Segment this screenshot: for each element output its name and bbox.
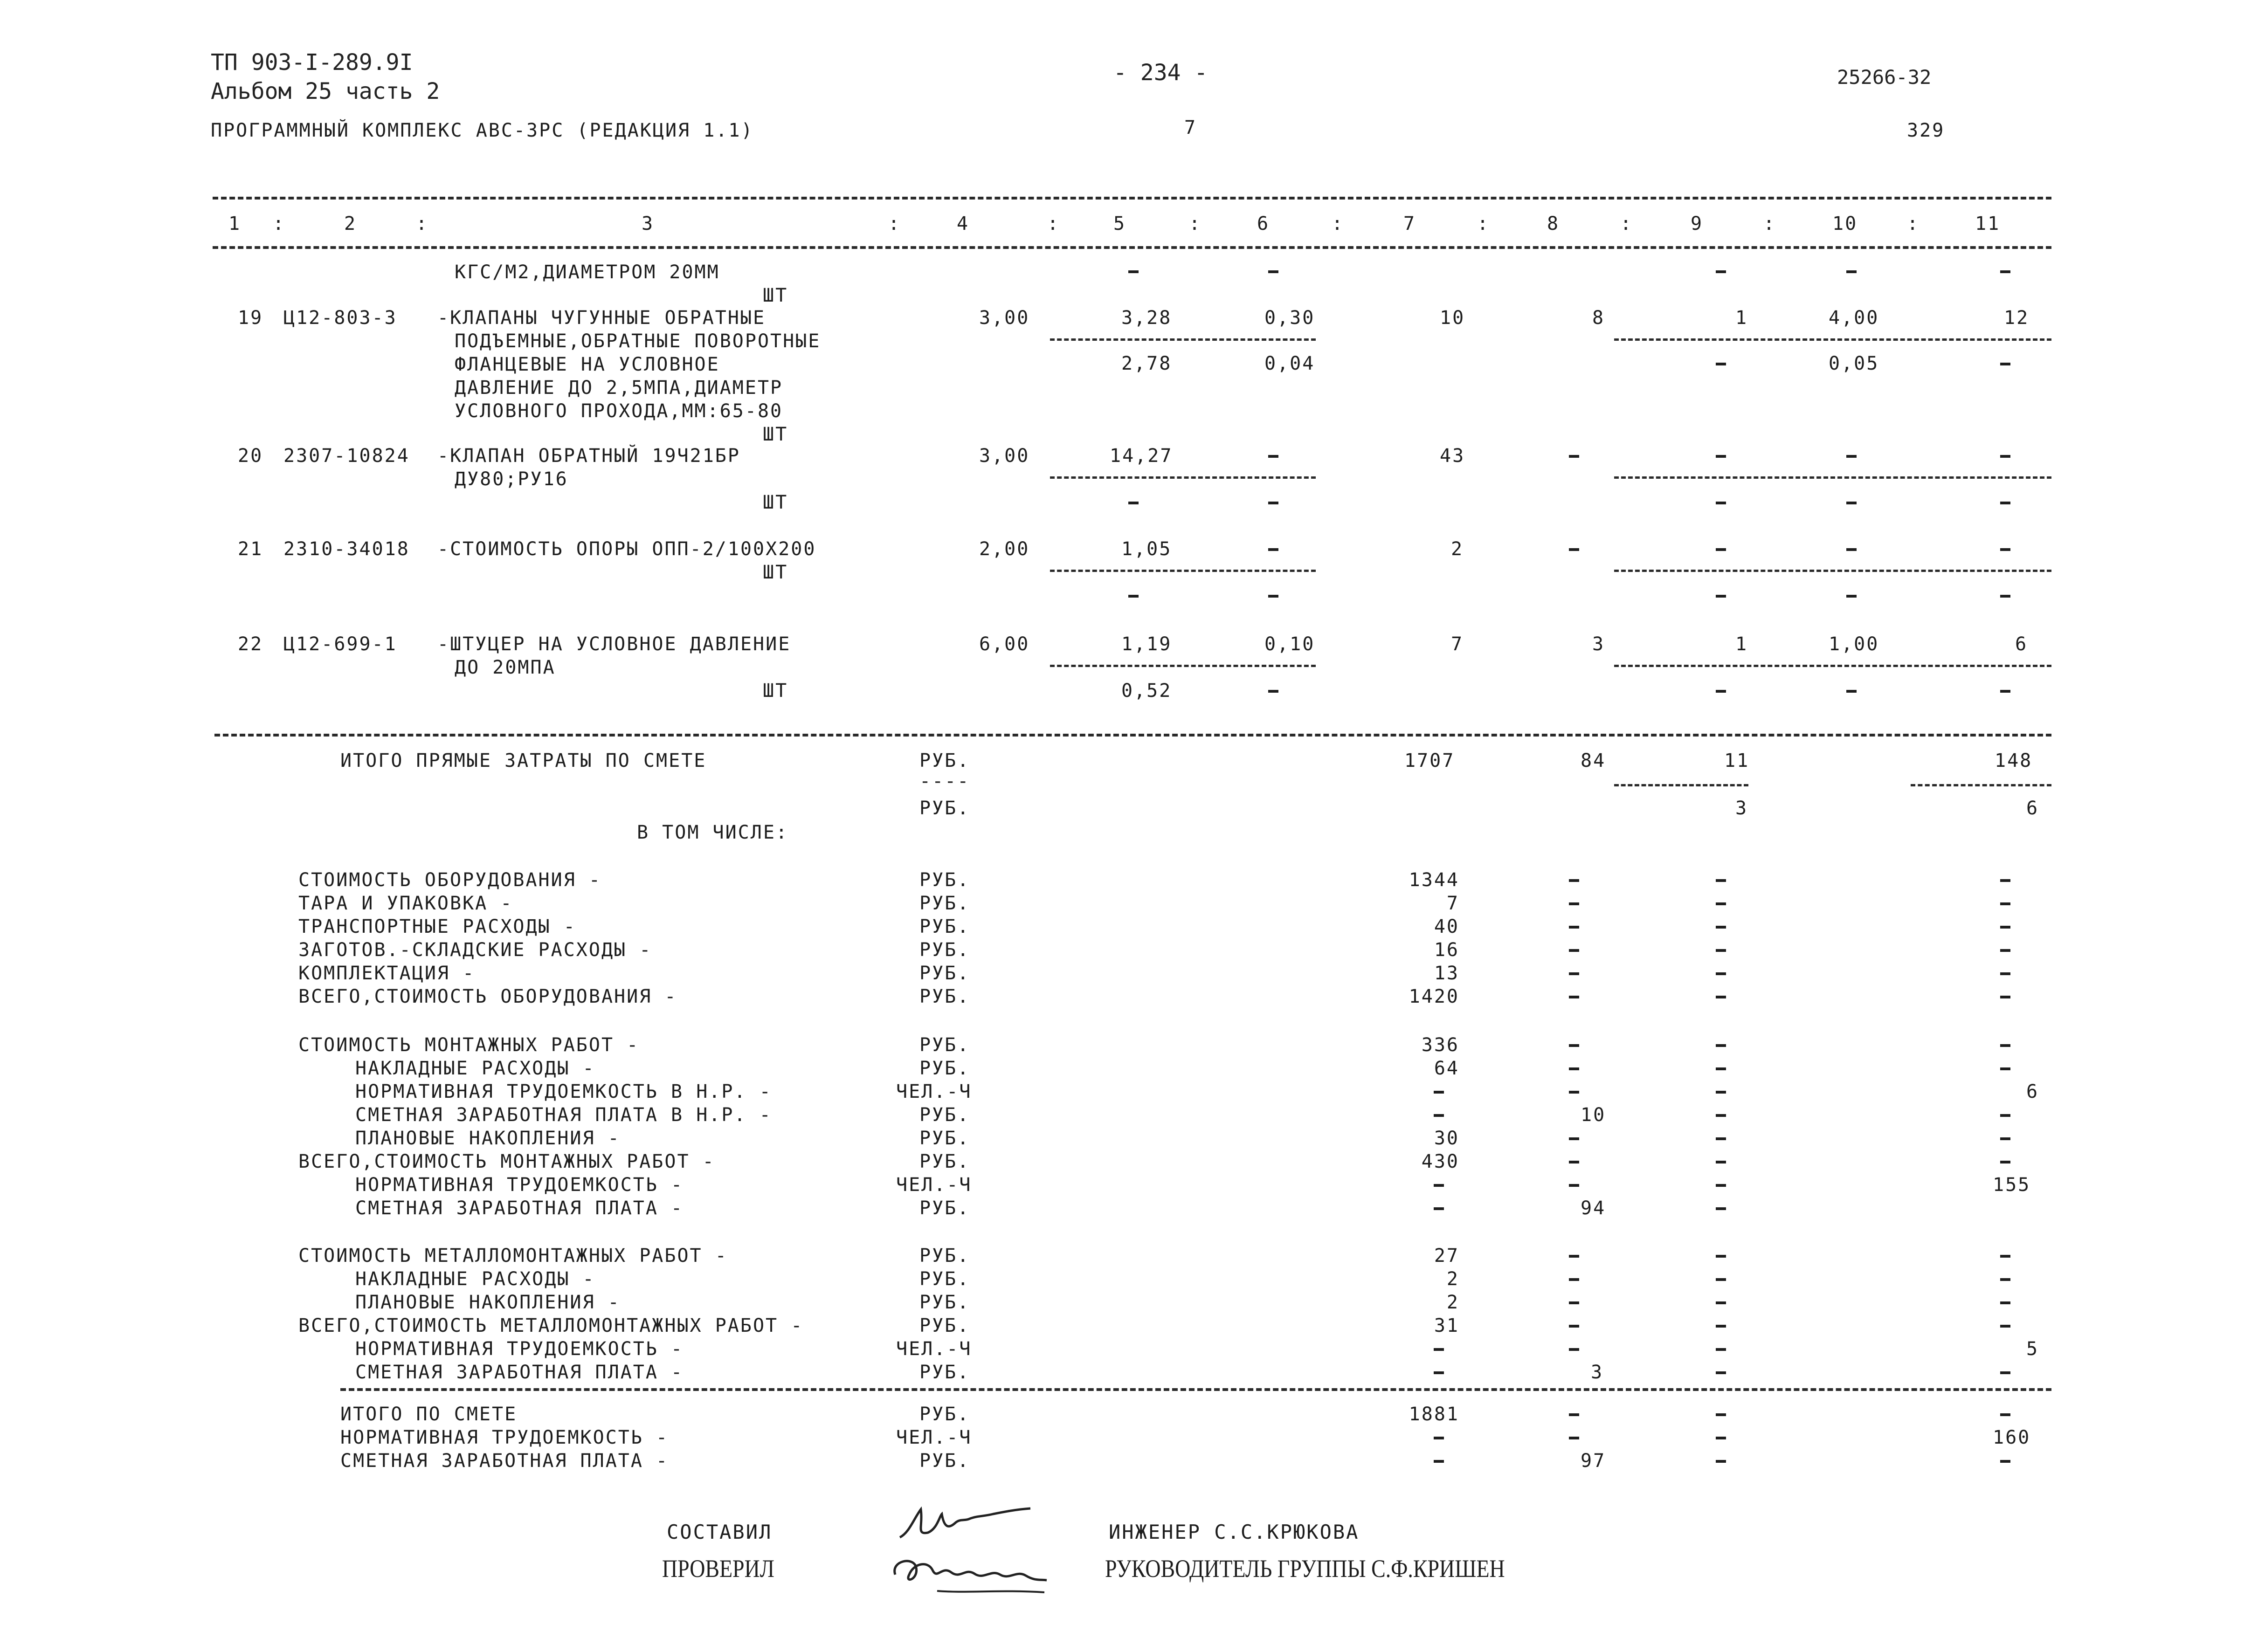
- col-sep: :: [1047, 213, 1060, 234]
- unit-rub-dash: ----: [919, 771, 970, 792]
- dash-mark: [1434, 1207, 1444, 1210]
- dash-mark: [1434, 1348, 1444, 1351]
- unit-rub: РУБ.: [919, 893, 970, 914]
- subtotal-rule: [1614, 784, 1748, 786]
- in-that-label: В ТОМ ЧИСЛЕ:: [637, 822, 788, 843]
- unit-rub: РУБ.: [919, 1450, 970, 1472]
- unit-rub: РУБ.: [919, 750, 970, 771]
- mont-line: СМЕТНАЯ ЗАРАБОТНАЯ ПЛАТА В Н.Р. -: [355, 1104, 772, 1126]
- dash-mark: [1716, 1255, 1726, 1258]
- metal-c8-value: 3: [1591, 1362, 1604, 1383]
- subtotal-rule: [1614, 665, 2051, 667]
- unit-rub: РУБ.: [919, 1151, 970, 1172]
- dash-mark: [2000, 1137, 2010, 1140]
- dash-mark: [1716, 1460, 1726, 1463]
- dash-mark: [1716, 879, 1726, 882]
- dash-mark: [1569, 1067, 1579, 1070]
- cell-col11: 12: [2004, 307, 2030, 329]
- dash-mark: [1716, 1184, 1726, 1187]
- dash-mark: [1716, 972, 1726, 975]
- cell-col8: 8: [1592, 307, 1605, 329]
- col-8: 8: [1547, 213, 1560, 234]
- direct-c9-sub: 3: [1735, 798, 1748, 819]
- cell-col4: 2,00: [979, 538, 1030, 560]
- dash-mark: [1569, 949, 1579, 952]
- cell-col11: 6: [2015, 633, 2028, 655]
- cell-col5: 1,05: [1121, 538, 1172, 560]
- dash-mark: [2000, 1044, 2010, 1047]
- direct-c11: 148: [1995, 750, 2033, 771]
- checked-label: ПРОВЕРИЛ: [662, 1555, 774, 1583]
- mont-c8-value: 10: [1581, 1104, 1606, 1126]
- cell-col9: 1: [1735, 633, 1748, 655]
- dash-mark: [1569, 1044, 1579, 1047]
- col-1: 1: [228, 213, 242, 234]
- subtotal-rule: [1911, 784, 2051, 786]
- cell-col7: 10: [1440, 307, 1465, 329]
- direct-costs-label: ИТОГО ПРЯМЫЕ ЗАТРАТЫ ПО СМЕТЕ: [340, 750, 707, 771]
- cell-col7: 7: [1451, 633, 1464, 655]
- dash-mark: [1716, 502, 1726, 504]
- cell-col4: 6,00: [979, 633, 1030, 655]
- dash-mark: [2000, 270, 2010, 273]
- dash-mark: [1716, 595, 1726, 598]
- dash-mark: [2000, 363, 2010, 365]
- metal-line: НАКЛАДНЫЕ РАСХОДЫ -: [355, 1268, 595, 1290]
- dash-mark: [2000, 1371, 2010, 1374]
- dash-mark: [1569, 1278, 1579, 1281]
- dash-mark: [1716, 949, 1726, 952]
- dash-mark: [2000, 879, 2010, 882]
- dash-mark: [1569, 926, 1579, 929]
- metal-value: 2: [1446, 1268, 1459, 1290]
- dash-mark: [2000, 1114, 2010, 1117]
- dash-mark: [1716, 1161, 1726, 1163]
- sheet-number: 7: [1184, 117, 1197, 138]
- cell-col5: 1,19: [1121, 633, 1172, 655]
- cell-col5-sub: 2,78: [1121, 353, 1172, 374]
- dash-mark: [1846, 270, 1857, 273]
- dash-mark: [1569, 996, 1579, 998]
- subtotal-rule: [1050, 476, 1316, 479]
- unit-rub: РУБ.: [919, 916, 970, 937]
- mont-c11-value: 155: [1993, 1174, 2031, 1196]
- unit-chel: ЧЕЛ.-Ч: [896, 1081, 972, 1102]
- dash-mark: [2000, 902, 2010, 905]
- metal-value: 31: [1434, 1315, 1459, 1336]
- dash-mark: [1846, 595, 1857, 598]
- dash-mark: [1716, 1413, 1726, 1416]
- col-3: 3: [642, 213, 655, 234]
- final-line: СМЕТНАЯ ЗАРАБОТНАЯ ПЛАТА -: [340, 1450, 669, 1472]
- eq-line: ЗАГОТОВ.-СКЛАДСКИЕ РАСХОДЫ -: [298, 939, 652, 961]
- page-number: - 234 -: [1113, 60, 1208, 86]
- row-desc-line: -ШТУЦЕР НА УСЛОВНОЕ ДАВЛЕНИЕ: [437, 633, 791, 655]
- col-sep: :: [1620, 213, 1633, 234]
- eq-line: ТАРА И УПАКОВКА -: [298, 893, 513, 914]
- eq-value: 13: [1434, 963, 1459, 984]
- dash-mark: [1716, 902, 1726, 905]
- direct-c8: 84: [1581, 750, 1606, 771]
- subtotal-rule: [1614, 570, 2051, 572]
- dash-mark: [1569, 1184, 1579, 1187]
- row-desc-line: ДАВЛЕНИЕ ДО 2,5МПА,ДИАМЕТР: [455, 377, 783, 399]
- col-sep: :: [1477, 213, 1490, 234]
- signature-checked: [886, 1547, 1054, 1598]
- col-sep: :: [1332, 213, 1345, 234]
- unit-rub: РУБ.: [919, 1058, 970, 1079]
- direct-c7: 1707: [1404, 750, 1455, 771]
- dash-mark: [1569, 1255, 1579, 1258]
- metal-line: СТОИМОСТЬ МЕТАЛЛОМОНТАЖНЫХ РАБОТ -: [298, 1245, 728, 1267]
- dash-mark: [2000, 926, 2010, 929]
- dash-mark: [1268, 502, 1278, 504]
- final-c11-value: 160: [1993, 1427, 2031, 1448]
- cell-col7: 43: [1440, 445, 1465, 467]
- dash-mark: [2000, 1278, 2010, 1281]
- row-desc-line: ДУ80;РУ16: [455, 468, 568, 490]
- subtotal-rule: [1050, 570, 1316, 572]
- dash-mark: [2000, 972, 2010, 975]
- col-4: 4: [957, 213, 970, 234]
- col-sep: :: [1189, 213, 1202, 234]
- row-number: 19: [238, 307, 263, 329]
- row-code: 2310-34018: [283, 538, 410, 560]
- dash-mark: [1716, 1371, 1726, 1374]
- cell-col5: 3,28: [1121, 307, 1172, 329]
- cell-col10-sub: 0,05: [1829, 353, 1879, 374]
- dash-mark: [1434, 1437, 1444, 1439]
- dash-mark: [1716, 1207, 1726, 1210]
- dash-mark: [1569, 1161, 1579, 1163]
- dash-mark: [1716, 363, 1726, 365]
- dash-mark: [1846, 502, 1857, 504]
- dash-mark: [1569, 1413, 1579, 1416]
- mont-line: СМЕТНАЯ ЗАРАБОТНАЯ ПЛАТА -: [355, 1198, 684, 1219]
- eq-value: 40: [1434, 916, 1459, 937]
- col-sep: :: [888, 213, 901, 234]
- row-desc-line: -КЛАПАНЫ ЧУГУННЫЕ ОБРАТНЫЕ: [437, 307, 766, 329]
- dash-mark: [1128, 502, 1139, 504]
- unit-rub: РУБ.: [919, 869, 970, 891]
- col-2: 2: [344, 213, 357, 234]
- unit-rub: РУБ.: [919, 798, 970, 819]
- dash-mark: [1434, 1184, 1444, 1187]
- final-line: НОРМАТИВНАЯ ТРУДОЕМКОСТЬ -: [340, 1427, 669, 1448]
- dash-mark: [2000, 1460, 2010, 1463]
- metal-value: 27: [1434, 1245, 1459, 1267]
- direct-c11-sub: 6: [2026, 798, 2039, 819]
- items-end-rule: [214, 734, 2051, 737]
- dash-mark: [1716, 1325, 1726, 1328]
- col-7: 7: [1403, 213, 1416, 234]
- dash-mark: [1569, 972, 1579, 975]
- mont-c11-value: 6: [2026, 1081, 2039, 1102]
- unit-rub: РУБ.: [919, 1362, 970, 1383]
- mont-line: НОРМАТИВНАЯ ТРУДОЕМКОСТЬ -: [355, 1174, 684, 1196]
- dash-mark: [1434, 1371, 1444, 1374]
- dash-mark: [1716, 1067, 1726, 1070]
- mont-line: СТОИМОСТЬ МОНТАЖНЫХ РАБОТ -: [298, 1034, 640, 1056]
- mont-value: 430: [1421, 1151, 1459, 1172]
- unit-rub: РУБ.: [919, 986, 970, 1007]
- row-carry-desc: КГС/М2,ДИАМЕТРОМ 20ММ: [455, 262, 720, 283]
- unit-rub: РУБ.: [919, 1292, 970, 1313]
- cell-col6: 0,10: [1264, 633, 1315, 655]
- mont-c8-value: 94: [1581, 1198, 1606, 1219]
- dash-mark: [1569, 1137, 1579, 1140]
- row-number: 20: [238, 445, 263, 467]
- dash-mark: [1716, 1348, 1726, 1351]
- mont-line: ПЛАНОВЫЕ НАКОПЛЕНИЯ -: [355, 1128, 621, 1149]
- eq-value: 16: [1434, 939, 1459, 961]
- eq-line: ТРАНСПОРТНЫЕ РАСХОДЫ -: [298, 916, 576, 937]
- final-rule: [340, 1388, 2051, 1391]
- dash-mark: [1716, 455, 1726, 458]
- signature-compiled: [895, 1500, 1035, 1542]
- cell-col6-sub: 0,04: [1264, 353, 1315, 374]
- dash-mark: [1569, 902, 1579, 905]
- cell-col7: 2: [1451, 538, 1464, 560]
- mont-value: 30: [1434, 1128, 1459, 1149]
- sheet-total: 329: [1907, 120, 1945, 141]
- dash-mark: [1716, 1278, 1726, 1281]
- dash-mark: [1569, 1348, 1579, 1351]
- dash-mark: [2000, 1161, 2010, 1163]
- eq-line: КОМПЛЕКТАЦИЯ -: [298, 963, 476, 984]
- dash-mark: [1268, 690, 1278, 693]
- column-header-rule: [213, 246, 2051, 249]
- dash-mark: [1434, 1091, 1444, 1094]
- album-label: Альбом 25 часть 2: [211, 78, 440, 104]
- cell-col6: 0,30: [1264, 307, 1315, 329]
- row-desc-line: -СТОИМОСТЬ ОПОРЫ ОПП-2/100Х200: [437, 538, 816, 560]
- unit-chel: ЧЕЛ.-Ч: [896, 1427, 972, 1448]
- subtotal-rule: [1614, 338, 2051, 341]
- dash-mark: [1128, 595, 1139, 598]
- dash-mark: [1128, 270, 1139, 273]
- document-code: ТП 903-I-289.9I: [211, 49, 413, 76]
- dash-mark: [1716, 548, 1726, 551]
- dash-mark: [1569, 455, 1579, 458]
- unit-rub: РУБ.: [919, 1315, 970, 1336]
- subtotal-rule: [1614, 476, 2051, 479]
- row-unit: ШТ: [763, 492, 788, 513]
- dash-mark: [1569, 879, 1579, 882]
- dash-mark: [1569, 1325, 1579, 1328]
- dash-mark: [2000, 1301, 2010, 1304]
- table-top-rule: [213, 197, 2051, 200]
- program-title: ПРОГРАММНЫЙ КОМПЛЕКС АВС-3РС (РЕДАКЦИЯ 1.1): [211, 120, 754, 141]
- dash-mark: [2000, 502, 2010, 504]
- dash-mark: [2000, 1067, 2010, 1070]
- dash-mark: [1434, 1460, 1444, 1463]
- metal-c11-value: 5: [2026, 1338, 2039, 1360]
- eq-value: 7: [1446, 893, 1459, 914]
- final-c7-value: 1881: [1409, 1404, 1459, 1425]
- dash-mark: [2000, 949, 2010, 952]
- dash-mark: [1569, 1301, 1579, 1304]
- unit-rub: РУБ.: [919, 1128, 970, 1149]
- dash-mark: [1716, 690, 1726, 693]
- dash-mark: [1569, 1091, 1579, 1094]
- dash-mark: [1716, 1301, 1726, 1304]
- dash-mark: [1716, 1437, 1726, 1439]
- unit-rub: РУБ.: [919, 1034, 970, 1056]
- cell-col9: 1: [1735, 307, 1748, 329]
- col-6: 6: [1257, 213, 1270, 234]
- unit-rub: РУБ.: [919, 1198, 970, 1219]
- subtotal-rule: [1050, 665, 1316, 667]
- dash-mark: [1846, 455, 1857, 458]
- dash-mark: [2000, 548, 2010, 551]
- final-c8-value: 97: [1581, 1450, 1606, 1472]
- dash-mark: [2000, 1325, 2010, 1328]
- mont-value: 64: [1434, 1058, 1459, 1079]
- unit-rub: РУБ.: [919, 963, 970, 984]
- cell-col4: 3,00: [979, 307, 1030, 329]
- dash-mark: [1716, 1091, 1726, 1094]
- cell-col4: 3,00: [979, 445, 1030, 467]
- col-sep: :: [416, 213, 429, 234]
- direct-c9: 11: [1724, 750, 1750, 771]
- dash-mark: [2000, 690, 2010, 693]
- row-desc-line: -КЛАПАН ОБРАТНЫЙ 19Ч21БР: [437, 445, 740, 467]
- dash-mark: [2000, 1255, 2010, 1258]
- dash-mark: [1268, 595, 1278, 598]
- row-desc-line: ДО 20МПА: [455, 657, 556, 678]
- col-5: 5: [1113, 213, 1126, 234]
- dash-mark: [2000, 455, 2010, 458]
- metal-value: 2: [1446, 1292, 1459, 1313]
- dash-mark: [1268, 455, 1278, 458]
- dash-mark: [1716, 270, 1726, 273]
- col-9: 9: [1691, 213, 1704, 234]
- dash-mark: [2000, 1413, 2010, 1416]
- row-desc-line: ПОДЪЕМНЫЕ,ОБРАТНЫЕ ПОВОРОТНЫЕ: [455, 330, 821, 352]
- col-sep: :: [1763, 213, 1776, 234]
- eq-line: СТОИМОСТЬ ОБОРУДОВАНИЯ -: [298, 869, 601, 891]
- row-code: 2307-10824: [283, 445, 410, 467]
- metal-line: ПЛАНОВЫЕ НАКОПЛЕНИЯ -: [355, 1292, 621, 1313]
- row-unit: ШТ: [763, 562, 788, 583]
- dash-mark: [1716, 1044, 1726, 1047]
- row-unit: ШТ: [763, 680, 788, 702]
- checked-by: РУКОВОДИТЕЛЬ ГРУППЫ С.Ф.КРИШЕН: [1105, 1555, 1505, 1583]
- unit-chel: ЧЕЛ.-Ч: [896, 1338, 972, 1360]
- subtotal-rule: [1050, 338, 1316, 341]
- cell-col5: 14,27: [1110, 445, 1173, 467]
- dash-mark: [1716, 1137, 1726, 1140]
- row-unit: ШТ: [763, 424, 788, 445]
- dash-mark: [1846, 690, 1857, 693]
- cell-col5-sub: 0,52: [1121, 680, 1172, 702]
- dash-mark: [1716, 926, 1726, 929]
- dash-mark: [1716, 1114, 1726, 1117]
- document-number: 25266-32: [1837, 66, 1932, 89]
- dash-mark: [2000, 595, 2010, 598]
- compiled-by: ИНЖЕНЕР С.С.КРЮКОВА: [1109, 1521, 1360, 1543]
- metal-line: СМЕТНАЯ ЗАРАБОТНАЯ ПЛАТА -: [355, 1362, 684, 1383]
- mont-value: 336: [1421, 1034, 1459, 1056]
- eq-value: 1420: [1409, 986, 1459, 1007]
- col-11: 11: [1975, 213, 2001, 234]
- compiled-label: СОСТАВИЛ: [667, 1521, 773, 1543]
- unit-rub: РУБ.: [919, 1268, 970, 1290]
- cell-col8: 3: [1592, 633, 1605, 655]
- unit-rub: РУБ.: [919, 1104, 970, 1126]
- row-number: 22: [238, 633, 263, 655]
- unit-rub: РУБ.: [919, 1404, 970, 1425]
- row-carry-unit: ШТ: [763, 285, 788, 306]
- dash-mark: [1569, 1437, 1579, 1439]
- dash-mark: [1846, 548, 1857, 551]
- metal-line: НОРМАТИВНАЯ ТРУДОЕМКОСТЬ -: [355, 1338, 684, 1360]
- row-desc-line: ФЛАНЦЕВЫЕ НА УСЛОВНОЕ: [455, 354, 720, 375]
- row-number: 21: [238, 538, 263, 560]
- row-desc-line: УСЛОВНОГО ПРОХОДА,ММ:65-80: [455, 400, 783, 422]
- row-code: Ц12-699-1: [283, 633, 397, 655]
- dash-mark: [2000, 996, 2010, 998]
- unit-rub: РУБ.: [919, 1245, 970, 1267]
- eq-line: ВСЕГО,СТОИМОСТЬ ОБОРУДОВАНИЯ -: [298, 986, 677, 1007]
- col-10: 10: [1832, 213, 1858, 234]
- final-line: ИТОГО ПО СМЕТЕ: [340, 1404, 518, 1425]
- dash-mark: [1716, 996, 1726, 998]
- dash-mark: [1434, 1114, 1444, 1117]
- metal-line: ВСЕГО,СТОИМОСТЬ МЕТАЛЛОМОНТАЖНЫХ РАБОТ -: [298, 1315, 804, 1336]
- cell-col10: 1,00: [1829, 633, 1879, 655]
- unit-chel: ЧЕЛ.-Ч: [896, 1174, 972, 1196]
- mont-line: НАКЛАДНЫЕ РАСХОДЫ -: [355, 1058, 595, 1079]
- dash-mark: [1268, 270, 1278, 273]
- col-sep: :: [273, 213, 286, 234]
- col-sep: :: [1907, 213, 1920, 234]
- dash-mark: [1268, 548, 1278, 551]
- mont-line: ВСЕГО,СТОИМОСТЬ МОНТАЖНЫХ РАБОТ -: [298, 1151, 715, 1172]
- row-code: Ц12-803-3: [283, 307, 397, 329]
- mont-line: НОРМАТИВНАЯ ТРУДОЕМКОСТЬ В Н.Р. -: [355, 1081, 772, 1102]
- eq-value: 1344: [1409, 869, 1459, 891]
- cell-col10: 4,00: [1829, 307, 1879, 329]
- unit-rub: РУБ.: [919, 939, 970, 961]
- dash-mark: [1569, 548, 1579, 551]
